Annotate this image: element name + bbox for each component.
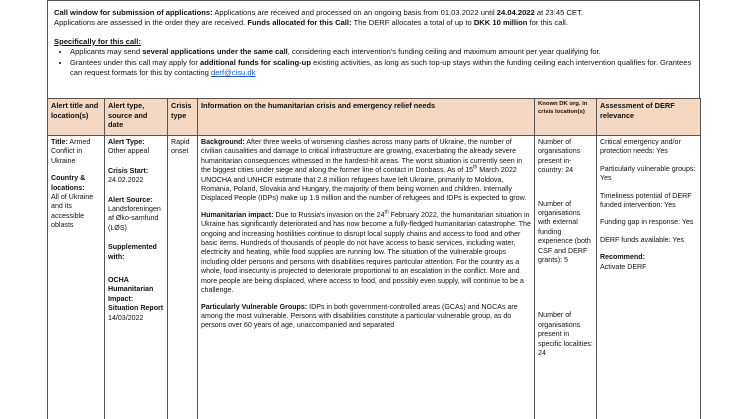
- cell-assessment: Critical emergency and/or protection needs: Yes Particularly vulnerable groups: Yes Timeliness potential of DERF funded intervention: Yes Funding gap in response: Yes DERF funds available: Yes Recommend: Activate DERF: [597, 136, 701, 419]
- header-alert-title: Alert title and location(s): [48, 99, 105, 136]
- email-link[interactable]: derf@cisu.dk: [210, 68, 256, 78]
- alert-table: [47, 98, 701, 419]
- cell-crisis-type: Rapid onset: [168, 136, 198, 419]
- locations-value: All of Ukraine and its accessible oblasts: [51, 193, 94, 230]
- cell-alert-type: Alert Type: Other appeal Crisis Start: 24.02.2022 Alert Source: Landsforeningen af Øko-samfund (LØS) Supplemented with: OCHA Humanitarian Impact: Situation Report 14/03/2022: [105, 136, 168, 419]
- list-item: • Grantees under this call may apply for additional funds for scaling-up existing activities, as long as such top-up stays within the funding ceiling each intervention qualifies for. Grantees can request formats for this by contacting derf@cisu.dk: [70, 58, 693, 79]
- list-item: • Applicants may send several applications under the same call, considering each intervention's funding ceiling and maximum amount per year qualifying for.: [70, 47, 693, 57]
- impact-paragraph: Humanitarian impact: Due to Russia's invasion on the 24th February 2022, the humanitarian situation in Ukraine has significantly deteriorated and has now become a fully-fledged humanitarian catastrophe. The ongoing and increasing hostilities continue to disrupt local supply chains and access to food and other basic items. Hundreds of thousands of people do not have access to basic services, including water, electricity and heating, while food supplies are running low. The situation of the vulnerable groups including older persons and persons with disabilities requires particular attention. For the country as a whole, food insecurity is projected to deteriorate proportional to an escalation in the conflict. More and more people are being displaced, where access to food, and possibly even supply, will continue to be a challenge.: [201, 209, 531, 295]
- cell-known-orgs: Number of organisations present in-country: 24 Number of organisations with external funding experience (both CSF and DERF grants): 5 Number of organisations present in specific localities: 24: [535, 136, 597, 419]
- call-info-box: [47, 0, 700, 98]
- header-crisis-type: Crisis type: [168, 99, 198, 136]
- table-header-row: [48, 99, 701, 136]
- header-alert-type: Alert type, source and date: [105, 99, 168, 136]
- call-window-line: Call window for submission of applications: Applications are received and processed on an ongoing basis from 01.03.2022 until 24.04.2022 at 23:45 CET.: [54, 8, 583, 17]
- specific-heading: Specifically for this call:: [54, 36, 141, 46]
- header-info: Information on the humanitarian crisis and emergency relief needs: [198, 99, 535, 136]
- background-paragraph: Background: After three weeks of worsening clashes across many parts of Ukraine, the number of civilian causalities and damage to critical infrastructure are growing, exacerbating the already severe humanitarian consequences witnessed in the hardest-hit areas. The worst situation is currently seen in the biggest cities under siege and along the former line of contact in Donbass. As of 15th March 2022 UNOCHA and UNHCR estimate that 2.8 million refugees have left Ukraine, primarily to Moldova, Romania, Poland, Slovakia and Hungary, the majority of them being women and children. Internally Displaced People (IDPs) make up 1.9 million and the number of refugees and IDPs is expected to grow.: [201, 138, 527, 203]
- header-assessment: Assessment of DERF relevance: [597, 99, 701, 136]
- cell-crisis-info: [198, 136, 535, 419]
- funds-line: Applications are assessed in the order they are received. Funds allocated for this Call: The DERF allocates a total of up to DKK 10 million for this call.: [54, 18, 568, 28]
- specific-list: [54, 47, 693, 78]
- table-row: [48, 136, 701, 419]
- vulnerable-groups-paragraph: Particularly Vulnerable Groups: IDPs in both government-controlled areas (GCAs) and NGCAs are among the most vulnerable. Persons with disabilities constitute a particular vulnerable group, as do persons over 60 years of age, unaccompanied and separated: [201, 302, 518, 330]
- cell-alert-title: Title: Armed Conflict in Ukraine Country & locations: All of Ukraine and its accessible oblasts: [48, 136, 105, 419]
- header-known-orgs: Known DK org. in crisis location(s): [535, 99, 597, 136]
- locations-label: Country & locations:: [51, 174, 86, 192]
